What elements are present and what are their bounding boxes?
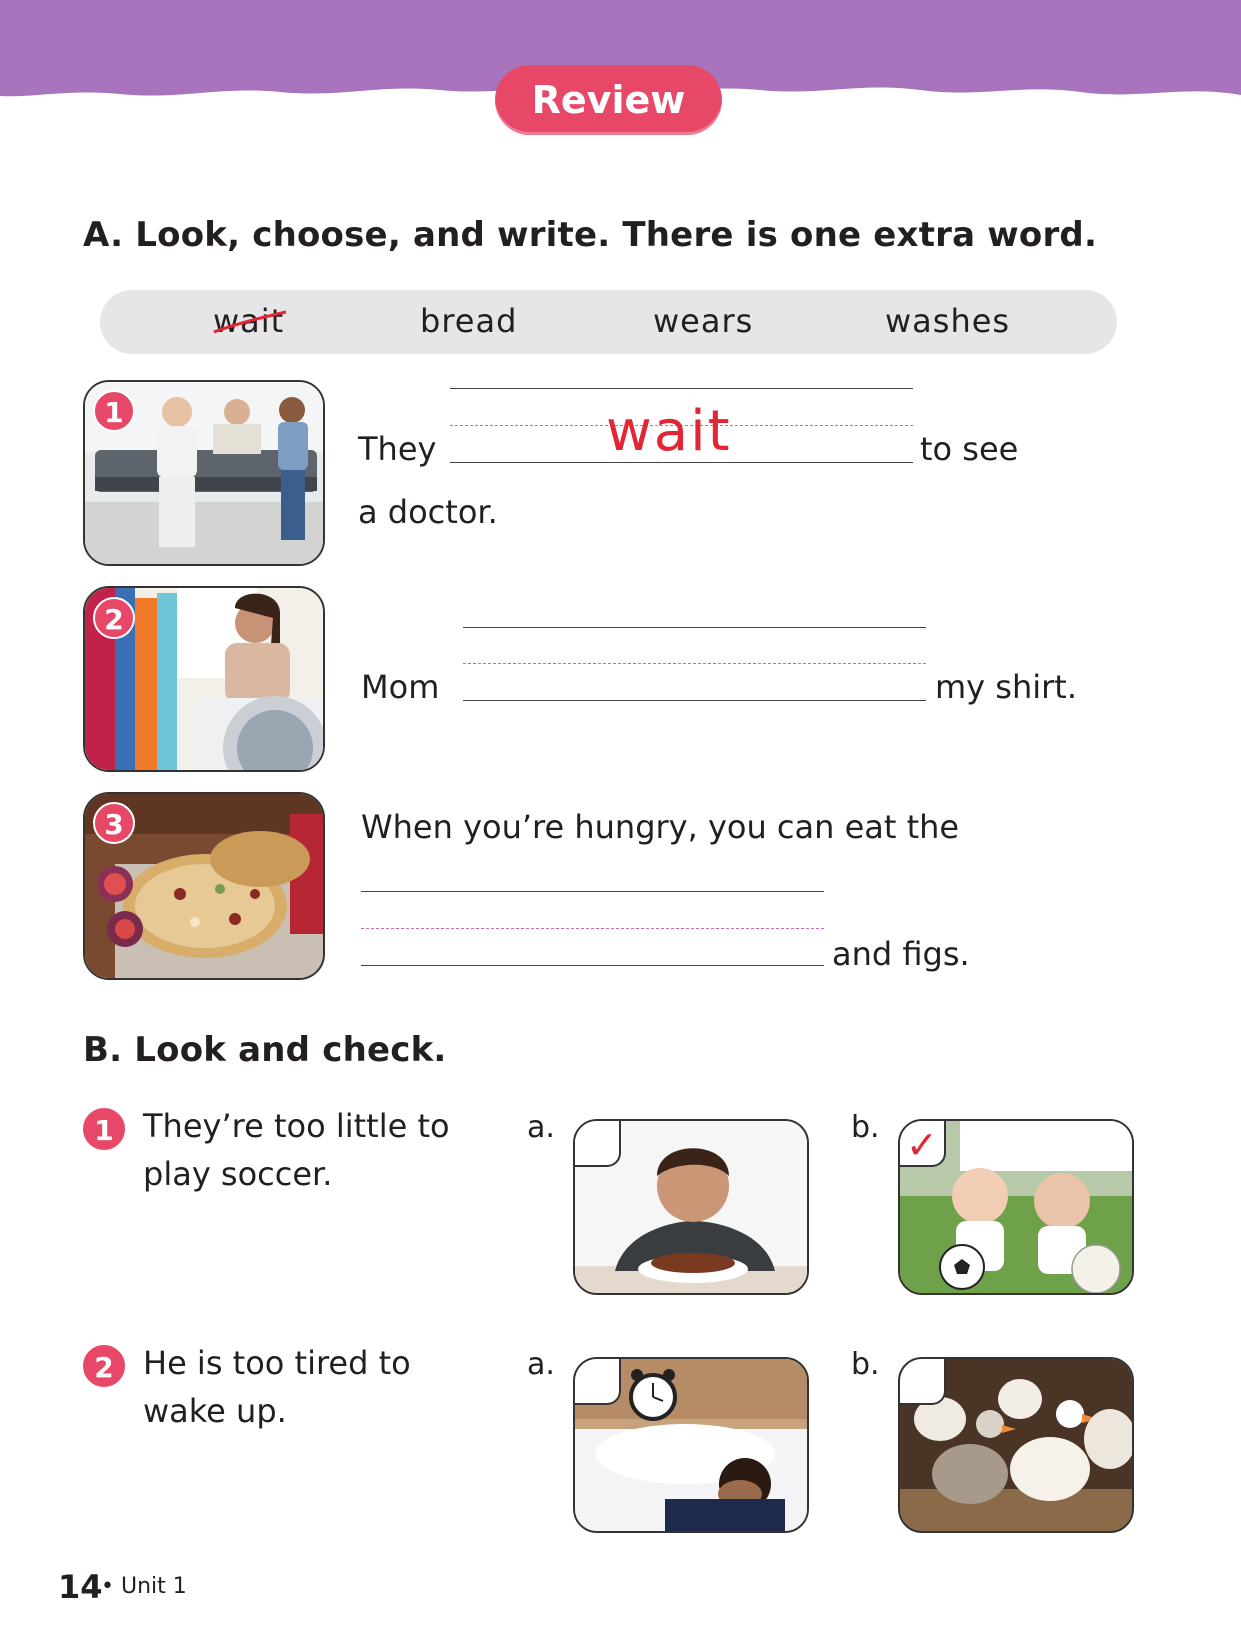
- sentence-1-end: to see: [920, 430, 1019, 468]
- item-number-badge: 3: [93, 802, 135, 844]
- geese-photo: [898, 1357, 1134, 1533]
- item-number-badge: 2: [93, 597, 135, 639]
- handwritten-answer-1: wait: [606, 399, 732, 464]
- sentence-3-end: and figs.: [832, 935, 970, 973]
- option-a-label: a.: [527, 1347, 555, 1382]
- handwriting-mid-line: [463, 663, 926, 664]
- handwriting-top-line: [361, 891, 824, 892]
- question-2-line-2: wake up.: [143, 1392, 287, 1430]
- sentence-3-start: When you’re hungry, you can eat the: [361, 808, 960, 846]
- sentence-2-end: my shirt.: [935, 668, 1077, 706]
- word-bank-item-wait: wait: [213, 302, 285, 340]
- section-a-title: A. Look, choose, and write. There is one extra word.: [83, 215, 1098, 255]
- option-b-label: b.: [851, 1347, 880, 1382]
- page-number: 14: [58, 1568, 103, 1606]
- sentence-1-continuation: a doctor.: [358, 493, 498, 531]
- checkbox-b1-a[interactable]: [573, 1119, 621, 1167]
- handwriting-top-line: [450, 388, 913, 389]
- question-2-line-1: He is too tired to: [143, 1344, 411, 1382]
- option-b-label: b.: [851, 1110, 880, 1145]
- question-1-line-1: They’re too little to: [143, 1107, 450, 1145]
- review-badge: Review: [495, 65, 722, 135]
- strikethrough-icon: [210, 308, 290, 340]
- item-number-badge: 2: [81, 1343, 127, 1389]
- handwriting-top-line: [463, 627, 926, 628]
- section-b-title: B. Look and check.: [83, 1030, 447, 1070]
- item-number-badge: 1: [93, 390, 135, 432]
- sentence-2-start: Mom: [361, 668, 440, 706]
- word-bank-item-wears: wears: [653, 302, 754, 340]
- boy-eating-photo: [573, 1119, 809, 1295]
- sleeping-boy-alarm-clock-photo: [573, 1357, 809, 1533]
- checkbox-b2-a[interactable]: [573, 1357, 621, 1405]
- question-1-line-2: play soccer.: [143, 1155, 333, 1193]
- sentence-1-start: They: [358, 430, 437, 468]
- answer-blank-2[interactable]: [463, 700, 926, 701]
- word-bank-item-washes: washes: [885, 302, 1011, 340]
- babies-with-soccer-balls-photo: [898, 1119, 1134, 1295]
- word-bank: [100, 290, 1117, 354]
- answer-blank-3[interactable]: [361, 965, 824, 966]
- unit-label: • Unit 1: [101, 1574, 187, 1599]
- item-number-badge: 1: [81, 1106, 127, 1152]
- handwriting-mid-line: [361, 928, 824, 929]
- checkbox-b1-b[interactable]: [898, 1119, 946, 1167]
- word-bank-item-bread: bread: [420, 302, 518, 340]
- checkbox-b2-b[interactable]: [898, 1357, 946, 1405]
- checkmark-icon: ✓: [906, 1123, 938, 1167]
- option-a-label: a.: [527, 1110, 555, 1145]
